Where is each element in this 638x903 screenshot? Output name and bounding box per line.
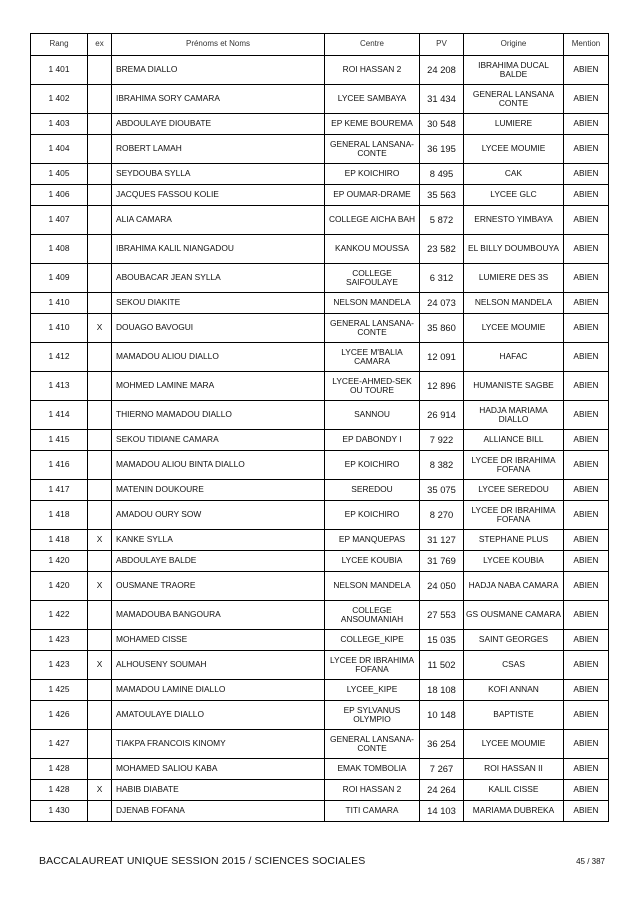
cell-mention: ABIEN (564, 730, 609, 759)
cell-pv: 24 073 (420, 293, 464, 314)
table-body (31, 56, 609, 822)
cell-pv: 18 108 (420, 680, 464, 701)
cell-pv: 24 264 (420, 780, 464, 801)
table-row (31, 630, 609, 651)
footer-title: BACCALAUREAT UNIQUE SESSION 2015 / SCIENCES SOCIALES (39, 855, 366, 867)
cell-rang: 1 427 (31, 730, 88, 759)
cell-ex (88, 114, 112, 135)
cell-centre: GENERAL LANSANA-CONTE (325, 314, 420, 343)
cell-ex: X (88, 530, 112, 551)
results-table (30, 33, 609, 822)
cell-origine: GENERAL LANSANA CONTE (464, 85, 564, 114)
cell-rang: 1 408 (31, 235, 88, 264)
table-row (31, 680, 609, 701)
cell-mention: ABIEN (564, 651, 609, 680)
cell-nom: ALIA CAMARA (112, 206, 325, 235)
cell-nom: SEKOU DIAKITE (112, 293, 325, 314)
cell-ex (88, 430, 112, 451)
cell-centre: SANNOU (325, 401, 420, 430)
cell-mention: ABIEN (564, 801, 609, 822)
cell-nom: SEYDOUBA SYLLA (112, 164, 325, 185)
cell-rang: 1 407 (31, 206, 88, 235)
cell-centre: KANKOU MOUSSA (325, 235, 420, 264)
cell-origine: LYCEE DR IBRAHIMA FOFANA (464, 501, 564, 530)
cell-pv: 7 922 (420, 430, 464, 451)
table-row (31, 801, 609, 822)
table-row (31, 56, 609, 85)
cell-centre: ROI HASSAN 2 (325, 780, 420, 801)
cell-pv: 27 553 (420, 601, 464, 630)
cell-mention: ABIEN (564, 530, 609, 551)
cell-origine: CAK (464, 164, 564, 185)
table-row (31, 601, 609, 630)
cell-nom: BREMA DIALLO (112, 56, 325, 85)
cell-origine: EL BILLY DOUMBOUYA (464, 235, 564, 264)
cell-ex (88, 730, 112, 759)
cell-rang: 1 430 (31, 801, 88, 822)
cell-origine: LUMIERE (464, 114, 564, 135)
cell-ex (88, 293, 112, 314)
cell-rang: 1 428 (31, 759, 88, 780)
cell-mention: ABIEN (564, 759, 609, 780)
cell-pv: 8 270 (420, 501, 464, 530)
table-row (31, 430, 609, 451)
cell-origine: LYCEE KOUBIA (464, 551, 564, 572)
header-mention: Mention (564, 34, 609, 56)
cell-nom: MAMADOU ALIOU BINTA DIALLO (112, 451, 325, 480)
cell-origine: SAINT GEORGES (464, 630, 564, 651)
cell-pv: 7 267 (420, 759, 464, 780)
header-pv: PV (420, 34, 464, 56)
header-origine: Origine (464, 34, 564, 56)
cell-origine: ROI HASSAN II (464, 759, 564, 780)
cell-origine: NELSON MANDELA (464, 293, 564, 314)
table-row (31, 501, 609, 530)
cell-nom: MAMADOU ALIOU DIALLO (112, 343, 325, 372)
cell-ex (88, 56, 112, 85)
cell-pv: 12 091 (420, 343, 464, 372)
table-row (31, 651, 609, 680)
cell-pv: 35 563 (420, 185, 464, 206)
cell-mention: ABIEN (564, 701, 609, 730)
cell-origine: LYCEE DR IBRAHIMA FOFANA (464, 451, 564, 480)
cell-pv: 14 103 (420, 801, 464, 822)
cell-pv: 35 075 (420, 480, 464, 501)
cell-origine: HUMANISTE SAGBE (464, 372, 564, 401)
cell-origine: LYCEE SEREDOU (464, 480, 564, 501)
cell-ex (88, 264, 112, 293)
cell-centre: LYCEE DR IBRAHIMA FOFANA (325, 651, 420, 680)
cell-pv: 31 434 (420, 85, 464, 114)
cell-centre: COLLEGE_KIPE (325, 630, 420, 651)
cell-ex (88, 630, 112, 651)
table-row (31, 164, 609, 185)
header-row (31, 34, 609, 56)
cell-rang: 1 403 (31, 114, 88, 135)
cell-nom: ABDOULAYE BALDE (112, 551, 325, 572)
cell-mention: ABIEN (564, 451, 609, 480)
cell-mention: ABIEN (564, 235, 609, 264)
cell-centre: EMAK TOMBOLIA (325, 759, 420, 780)
cell-rang: 1 420 (31, 572, 88, 601)
cell-ex (88, 501, 112, 530)
cell-mention: ABIEN (564, 601, 609, 630)
table-row (31, 401, 609, 430)
cell-centre: EP KEME BOUREMA (325, 114, 420, 135)
cell-centre: EP OUMAR-DRAME (325, 185, 420, 206)
cell-ex (88, 185, 112, 206)
cell-pv: 12 896 (420, 372, 464, 401)
cell-mention: ABIEN (564, 56, 609, 85)
cell-mention: ABIEN (564, 114, 609, 135)
table-row (31, 314, 609, 343)
cell-nom: MOHAMED CISSE (112, 630, 325, 651)
cell-origine: LYCEE MOUMIE (464, 135, 564, 164)
cell-mention: ABIEN (564, 206, 609, 235)
cell-pv: 23 582 (420, 235, 464, 264)
cell-nom: KANKE SYLLA (112, 530, 325, 551)
cell-origine: BAPTISTE (464, 701, 564, 730)
cell-mention: ABIEN (564, 401, 609, 430)
cell-centre: EP DABONDY I (325, 430, 420, 451)
cell-origine: LYCEE GLC (464, 185, 564, 206)
cell-origine: CSAS (464, 651, 564, 680)
cell-nom: MOHAMED SALIOU KABA (112, 759, 325, 780)
cell-nom: DOUAGO BAVOGUI (112, 314, 325, 343)
cell-mention: ABIEN (564, 551, 609, 572)
table-row (31, 135, 609, 164)
table-row (31, 530, 609, 551)
page-number: 45 / 387 (576, 857, 605, 866)
header-prenoms-noms: Prénoms et Noms (112, 34, 325, 56)
cell-nom: AMADOU OURY SOW (112, 501, 325, 530)
table-row (31, 730, 609, 759)
cell-origine: GS OUSMANE CAMARA (464, 601, 564, 630)
cell-nom: MAMADOUBA BANGOURA (112, 601, 325, 630)
cell-centre: EP KOICHIRO (325, 501, 420, 530)
cell-centre: LYCEE SAMBAYA (325, 85, 420, 114)
cell-pv: 30 548 (420, 114, 464, 135)
cell-centre: NELSON MANDELA (325, 572, 420, 601)
cell-pv: 35 860 (420, 314, 464, 343)
cell-nom: JACQUES FASSOU KOLIE (112, 185, 325, 206)
cell-centre: EP KOICHIRO (325, 451, 420, 480)
cell-pv: 8 382 (420, 451, 464, 480)
cell-origine: LYCEE MOUMIE (464, 730, 564, 759)
cell-ex (88, 551, 112, 572)
cell-mention: ABIEN (564, 630, 609, 651)
table-row (31, 759, 609, 780)
cell-mention: ABIEN (564, 264, 609, 293)
table-row (31, 701, 609, 730)
cell-nom: IBRAHIMA SORY CAMARA (112, 85, 325, 114)
cell-rang: 1 410 (31, 314, 88, 343)
cell-centre: EP MANQUEPAS (325, 530, 420, 551)
cell-mention: ABIEN (564, 372, 609, 401)
cell-pv: 31 769 (420, 551, 464, 572)
header-rang: Rang (31, 34, 88, 56)
cell-rang: 1 412 (31, 343, 88, 372)
cell-nom: ABDOULAYE DIOUBATE (112, 114, 325, 135)
cell-nom: ROBERT LAMAH (112, 135, 325, 164)
cell-origine: KOFI ANNAN (464, 680, 564, 701)
cell-pv: 24 050 (420, 572, 464, 601)
cell-centre: COLLEGE ANSOUMANIAH (325, 601, 420, 630)
cell-nom: OUSMANE TRAORE (112, 572, 325, 601)
table-row (31, 235, 609, 264)
cell-pv: 31 127 (420, 530, 464, 551)
cell-rang: 1 413 (31, 372, 88, 401)
cell-origine: KALIL CISSE (464, 780, 564, 801)
cell-centre: SEREDOU (325, 480, 420, 501)
cell-centre: LYCEE-AHMED-SEK OU TOURE (325, 372, 420, 401)
cell-origine: IBRAHIMA DUCAL BALDE (464, 56, 564, 85)
cell-ex (88, 206, 112, 235)
cell-nom: ABOUBACAR JEAN SYLLA (112, 264, 325, 293)
cell-mention: ABIEN (564, 85, 609, 114)
cell-rang: 1 414 (31, 401, 88, 430)
cell-ex (88, 164, 112, 185)
cell-origine: ALLIANCE BILL (464, 430, 564, 451)
cell-centre: NELSON MANDELA (325, 293, 420, 314)
cell-centre: LYCEE_KIPE (325, 680, 420, 701)
cell-centre: ROI HASSAN 2 (325, 56, 420, 85)
cell-ex: X (88, 651, 112, 680)
cell-rang: 1 425 (31, 680, 88, 701)
cell-ex (88, 343, 112, 372)
cell-rang: 1 418 (31, 501, 88, 530)
cell-rang: 1 417 (31, 480, 88, 501)
cell-nom: ALHOUSENY SOUMAH (112, 651, 325, 680)
cell-mention: ABIEN (564, 501, 609, 530)
cell-origine: ERNESTO YIMBAYA (464, 206, 564, 235)
table-row (31, 264, 609, 293)
cell-centre: COLLEGE AICHA BAH (325, 206, 420, 235)
cell-centre: EP SYLVANUS OLYMPIO (325, 701, 420, 730)
cell-nom: DJENAB FOFANA (112, 801, 325, 822)
cell-nom: MATENIN DOUKOURE (112, 480, 325, 501)
table-row (31, 451, 609, 480)
cell-nom: HABIB DIABATE (112, 780, 325, 801)
cell-pv: 10 148 (420, 701, 464, 730)
cell-ex (88, 451, 112, 480)
table-row (31, 185, 609, 206)
cell-ex: X (88, 572, 112, 601)
cell-pv: 11 502 (420, 651, 464, 680)
cell-mention: ABIEN (564, 480, 609, 501)
cell-rang: 1 405 (31, 164, 88, 185)
cell-rang: 1 422 (31, 601, 88, 630)
cell-rang: 1 426 (31, 701, 88, 730)
cell-pv: 6 312 (420, 264, 464, 293)
cell-ex (88, 135, 112, 164)
table-row (31, 780, 609, 801)
cell-rang: 1 428 (31, 780, 88, 801)
cell-mention: ABIEN (564, 572, 609, 601)
cell-rang: 1 402 (31, 85, 88, 114)
cell-pv: 8 495 (420, 164, 464, 185)
cell-origine: LUMIERE DES 3S (464, 264, 564, 293)
table-row (31, 572, 609, 601)
cell-pv: 26 914 (420, 401, 464, 430)
cell-ex: X (88, 314, 112, 343)
cell-rang: 1 418 (31, 530, 88, 551)
cell-ex (88, 680, 112, 701)
table-row (31, 343, 609, 372)
cell-mention: ABIEN (564, 135, 609, 164)
cell-centre: LYCEE KOUBIA (325, 551, 420, 572)
cell-nom: AMATOULAYE DIALLO (112, 701, 325, 730)
cell-rang: 1 410 (31, 293, 88, 314)
cell-ex (88, 801, 112, 822)
cell-rang: 1 409 (31, 264, 88, 293)
cell-ex (88, 480, 112, 501)
cell-mention: ABIEN (564, 680, 609, 701)
cell-centre: COLLEGE SAIFOULAYE (325, 264, 420, 293)
cell-mention: ABIEN (564, 185, 609, 206)
cell-ex (88, 401, 112, 430)
table-row (31, 85, 609, 114)
cell-mention: ABIEN (564, 780, 609, 801)
cell-rang: 1 401 (31, 56, 88, 85)
cell-pv: 24 208 (420, 56, 464, 85)
cell-nom: MOHMED LAMINE MARA (112, 372, 325, 401)
cell-origine: LYCEE MOUMIE (464, 314, 564, 343)
cell-ex (88, 701, 112, 730)
cell-nom: TIAKPA FRANCOIS KINOMY (112, 730, 325, 759)
cell-mention: ABIEN (564, 343, 609, 372)
cell-rang: 1 406 (31, 185, 88, 206)
cell-origine: HAFAC (464, 343, 564, 372)
cell-ex (88, 601, 112, 630)
cell-centre: TITI CAMARA (325, 801, 420, 822)
cell-rang: 1 423 (31, 651, 88, 680)
header-centre: Centre (325, 34, 420, 56)
table-row (31, 114, 609, 135)
cell-mention: ABIEN (564, 164, 609, 185)
cell-pv: 15 035 (420, 630, 464, 651)
cell-pv: 36 195 (420, 135, 464, 164)
cell-rang: 1 423 (31, 630, 88, 651)
table-row (31, 551, 609, 572)
cell-ex (88, 759, 112, 780)
cell-centre: LYCEE M'BALIA CAMARA (325, 343, 420, 372)
cell-pv: 5 872 (420, 206, 464, 235)
cell-ex: X (88, 780, 112, 801)
cell-nom: MAMADOU LAMINE DIALLO (112, 680, 325, 701)
table-row (31, 372, 609, 401)
table-row (31, 480, 609, 501)
cell-rang: 1 416 (31, 451, 88, 480)
header-ex: ex (88, 34, 112, 56)
cell-rang: 1 420 (31, 551, 88, 572)
table-row (31, 206, 609, 235)
cell-origine: HADJA MARIAMA DIALLO (464, 401, 564, 430)
cell-rang: 1 404 (31, 135, 88, 164)
cell-nom: SEKOU TIDIANE CAMARA (112, 430, 325, 451)
cell-nom: IBRAHIMA KALIL NIANGADOU (112, 235, 325, 264)
cell-origine: STEPHANE PLUS (464, 530, 564, 551)
cell-ex (88, 372, 112, 401)
table-row (31, 293, 609, 314)
cell-mention: ABIEN (564, 314, 609, 343)
cell-ex (88, 85, 112, 114)
cell-centre: EP KOICHIRO (325, 164, 420, 185)
cell-centre: GENERAL LANSANA-CONTE (325, 730, 420, 759)
cell-rang: 1 415 (31, 430, 88, 451)
cell-nom: THIERNO MAMADOU DIALLO (112, 401, 325, 430)
cell-centre: GENERAL LANSANA-CONTE (325, 135, 420, 164)
cell-origine: MARIAMA DUBREKA (464, 801, 564, 822)
cell-mention: ABIEN (564, 430, 609, 451)
cell-pv: 36 254 (420, 730, 464, 759)
cell-mention: ABIEN (564, 293, 609, 314)
cell-origine: HADJA NABA CAMARA (464, 572, 564, 601)
cell-ex (88, 235, 112, 264)
